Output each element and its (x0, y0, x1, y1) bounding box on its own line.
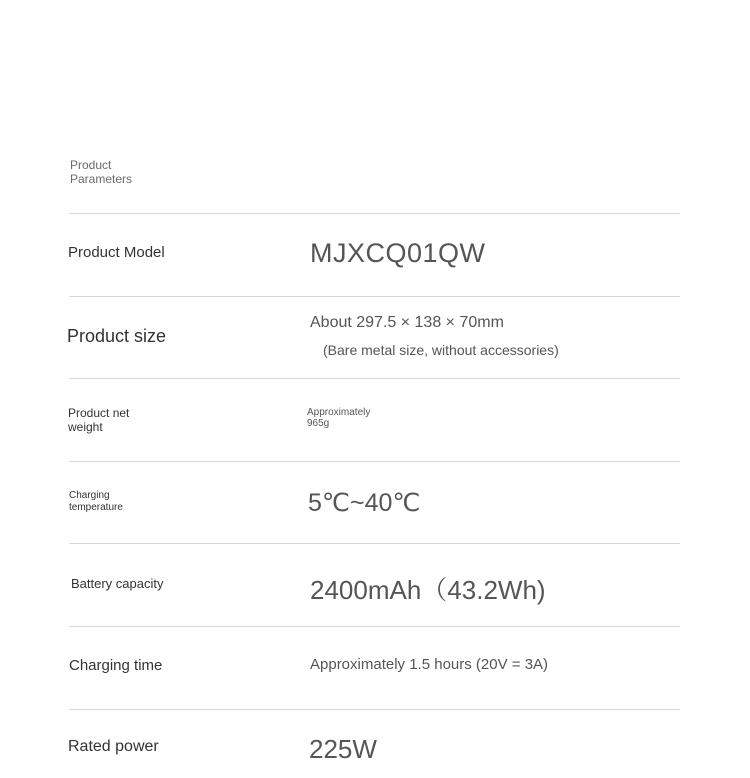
row-note-product-size: (Bare metal size, without accessories) (323, 342, 559, 358)
divider (69, 378, 680, 379)
divider (69, 213, 680, 214)
divider (69, 709, 680, 710)
section-title: Product Parameters (70, 158, 133, 186)
row-value-battery-capacity: 2400mAh（43.2Wh) (310, 575, 546, 605)
row-value-charging-temperature: 5℃~40℃ (308, 489, 421, 517)
divider (69, 296, 680, 297)
row-label-net-weight: Product net weight (68, 406, 130, 434)
row-label-product-model: Product Model (68, 244, 165, 261)
row-label-charging-time: Charging time (69, 657, 163, 674)
divider (69, 461, 680, 462)
divider (69, 626, 680, 627)
row-label-charging-temperature: Charging temperature (69, 490, 123, 513)
row-value-rated-power: 225W (309, 734, 377, 764)
row-label-rated-power: Rated power (68, 738, 159, 755)
row-value-charging-time: Approximately 1.5 hours (20V = 3A) (310, 656, 549, 673)
row-value-product-model: MJXCQ01QW (310, 238, 486, 268)
row-label-battery-capacity: Battery capacity (71, 576, 164, 591)
row-value-net-weight: Approximately 965g (307, 407, 371, 429)
row-value-product-size: About 297.5 × 138 × 70mm (310, 314, 504, 331)
divider (69, 543, 680, 544)
row-label-product-size: Product size (67, 326, 167, 346)
